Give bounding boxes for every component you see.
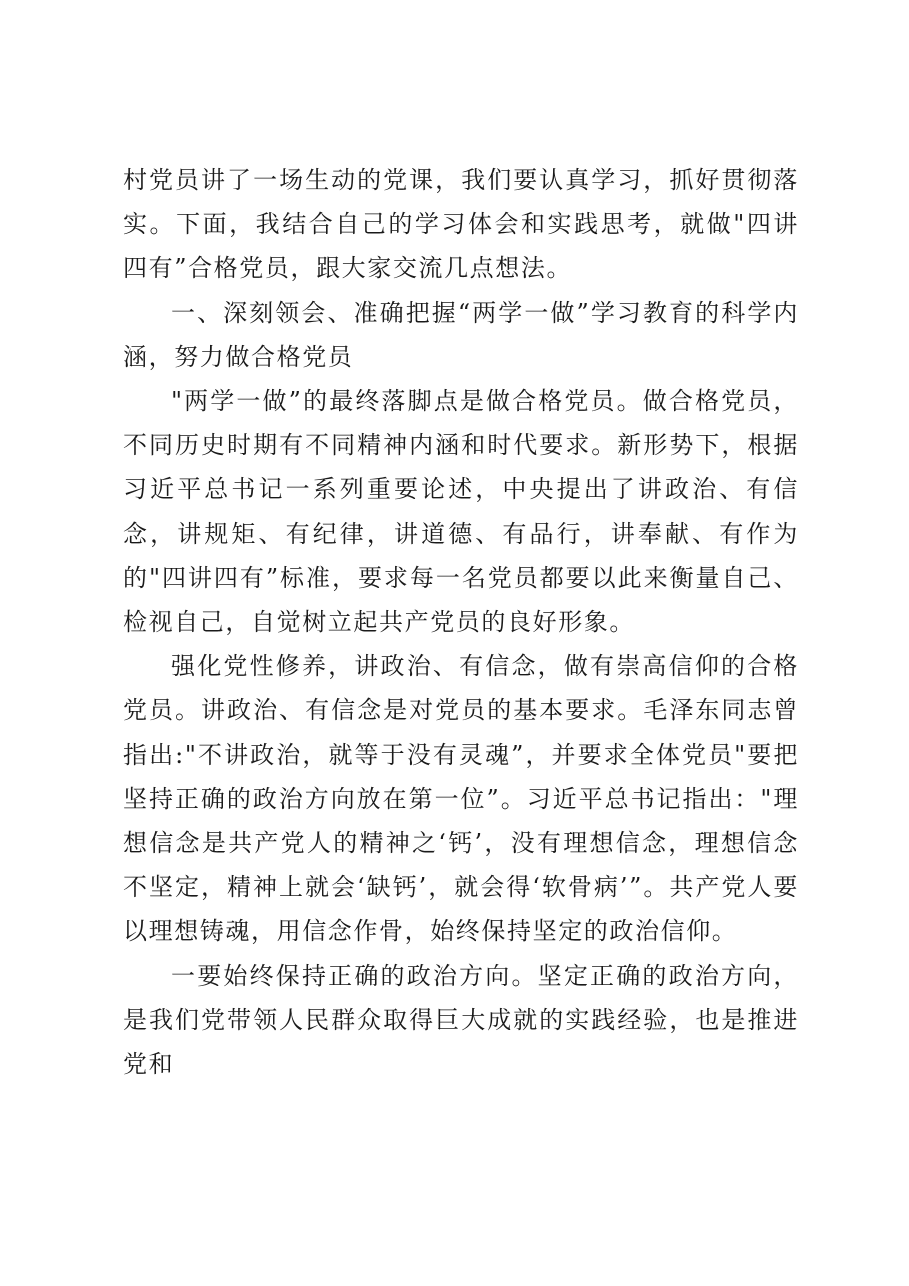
- paragraph-political-belief: 强化党性修养，讲政治、有信念，做有崇高信仰的合格党员。讲政治、有信念是对党员的基本要求。毛泽东同志曾指出:"不讲政治，就等于没有灵魂”，并要求全体党员"要把坚持正确的政治方向放在第一位”。习近平总书记指出："理想信念是共产党人的精神之‘钙’，没有理想信念，理想信念不坚定，精神上就会‘缺钙’，就会得‘软骨病’”。共产党人要以理想铸魂，用信念作骨，始终保持坚定的政治信仰。: [123, 652, 799, 946]
- document-body: [123, 158, 799, 1086]
- paragraph-intro: 村党员讲了一场生动的党课，我们要认真学习，抓好贯彻落实。下面，我结合自己的学习体会和实践思考，就做"四讲四有”合格党员，跟大家交流几点想法。: [123, 166, 799, 283]
- section-heading-1: 一、深刻领会、准确把握“两学一做”学习教育的科学内涵，努力做合格党员: [123, 298, 799, 371]
- paragraph-qualified-member: "两学一做”的最终落脚点是做合格党员。做合格党员，不同历史时期有不同精神内涵和时代要求。新形势下，根据习近平总书记一系列重要论述，中央提出了讲政治、有信念，讲规矩、有纪律，讲道德、有品行，讲奉献、有作为的"四讲四有”标准，要求每一名党员都要以此来衡量自己、检视自己，自觉树立起共产党员的良好形象。: [123, 387, 799, 637]
- paragraph-political-direction: 一要始终保持正确的政治方向。坚定正确的政治方向，是我们党带领人民群众取得巨大成就的实践经验，也是推进党和: [123, 961, 799, 1079]
